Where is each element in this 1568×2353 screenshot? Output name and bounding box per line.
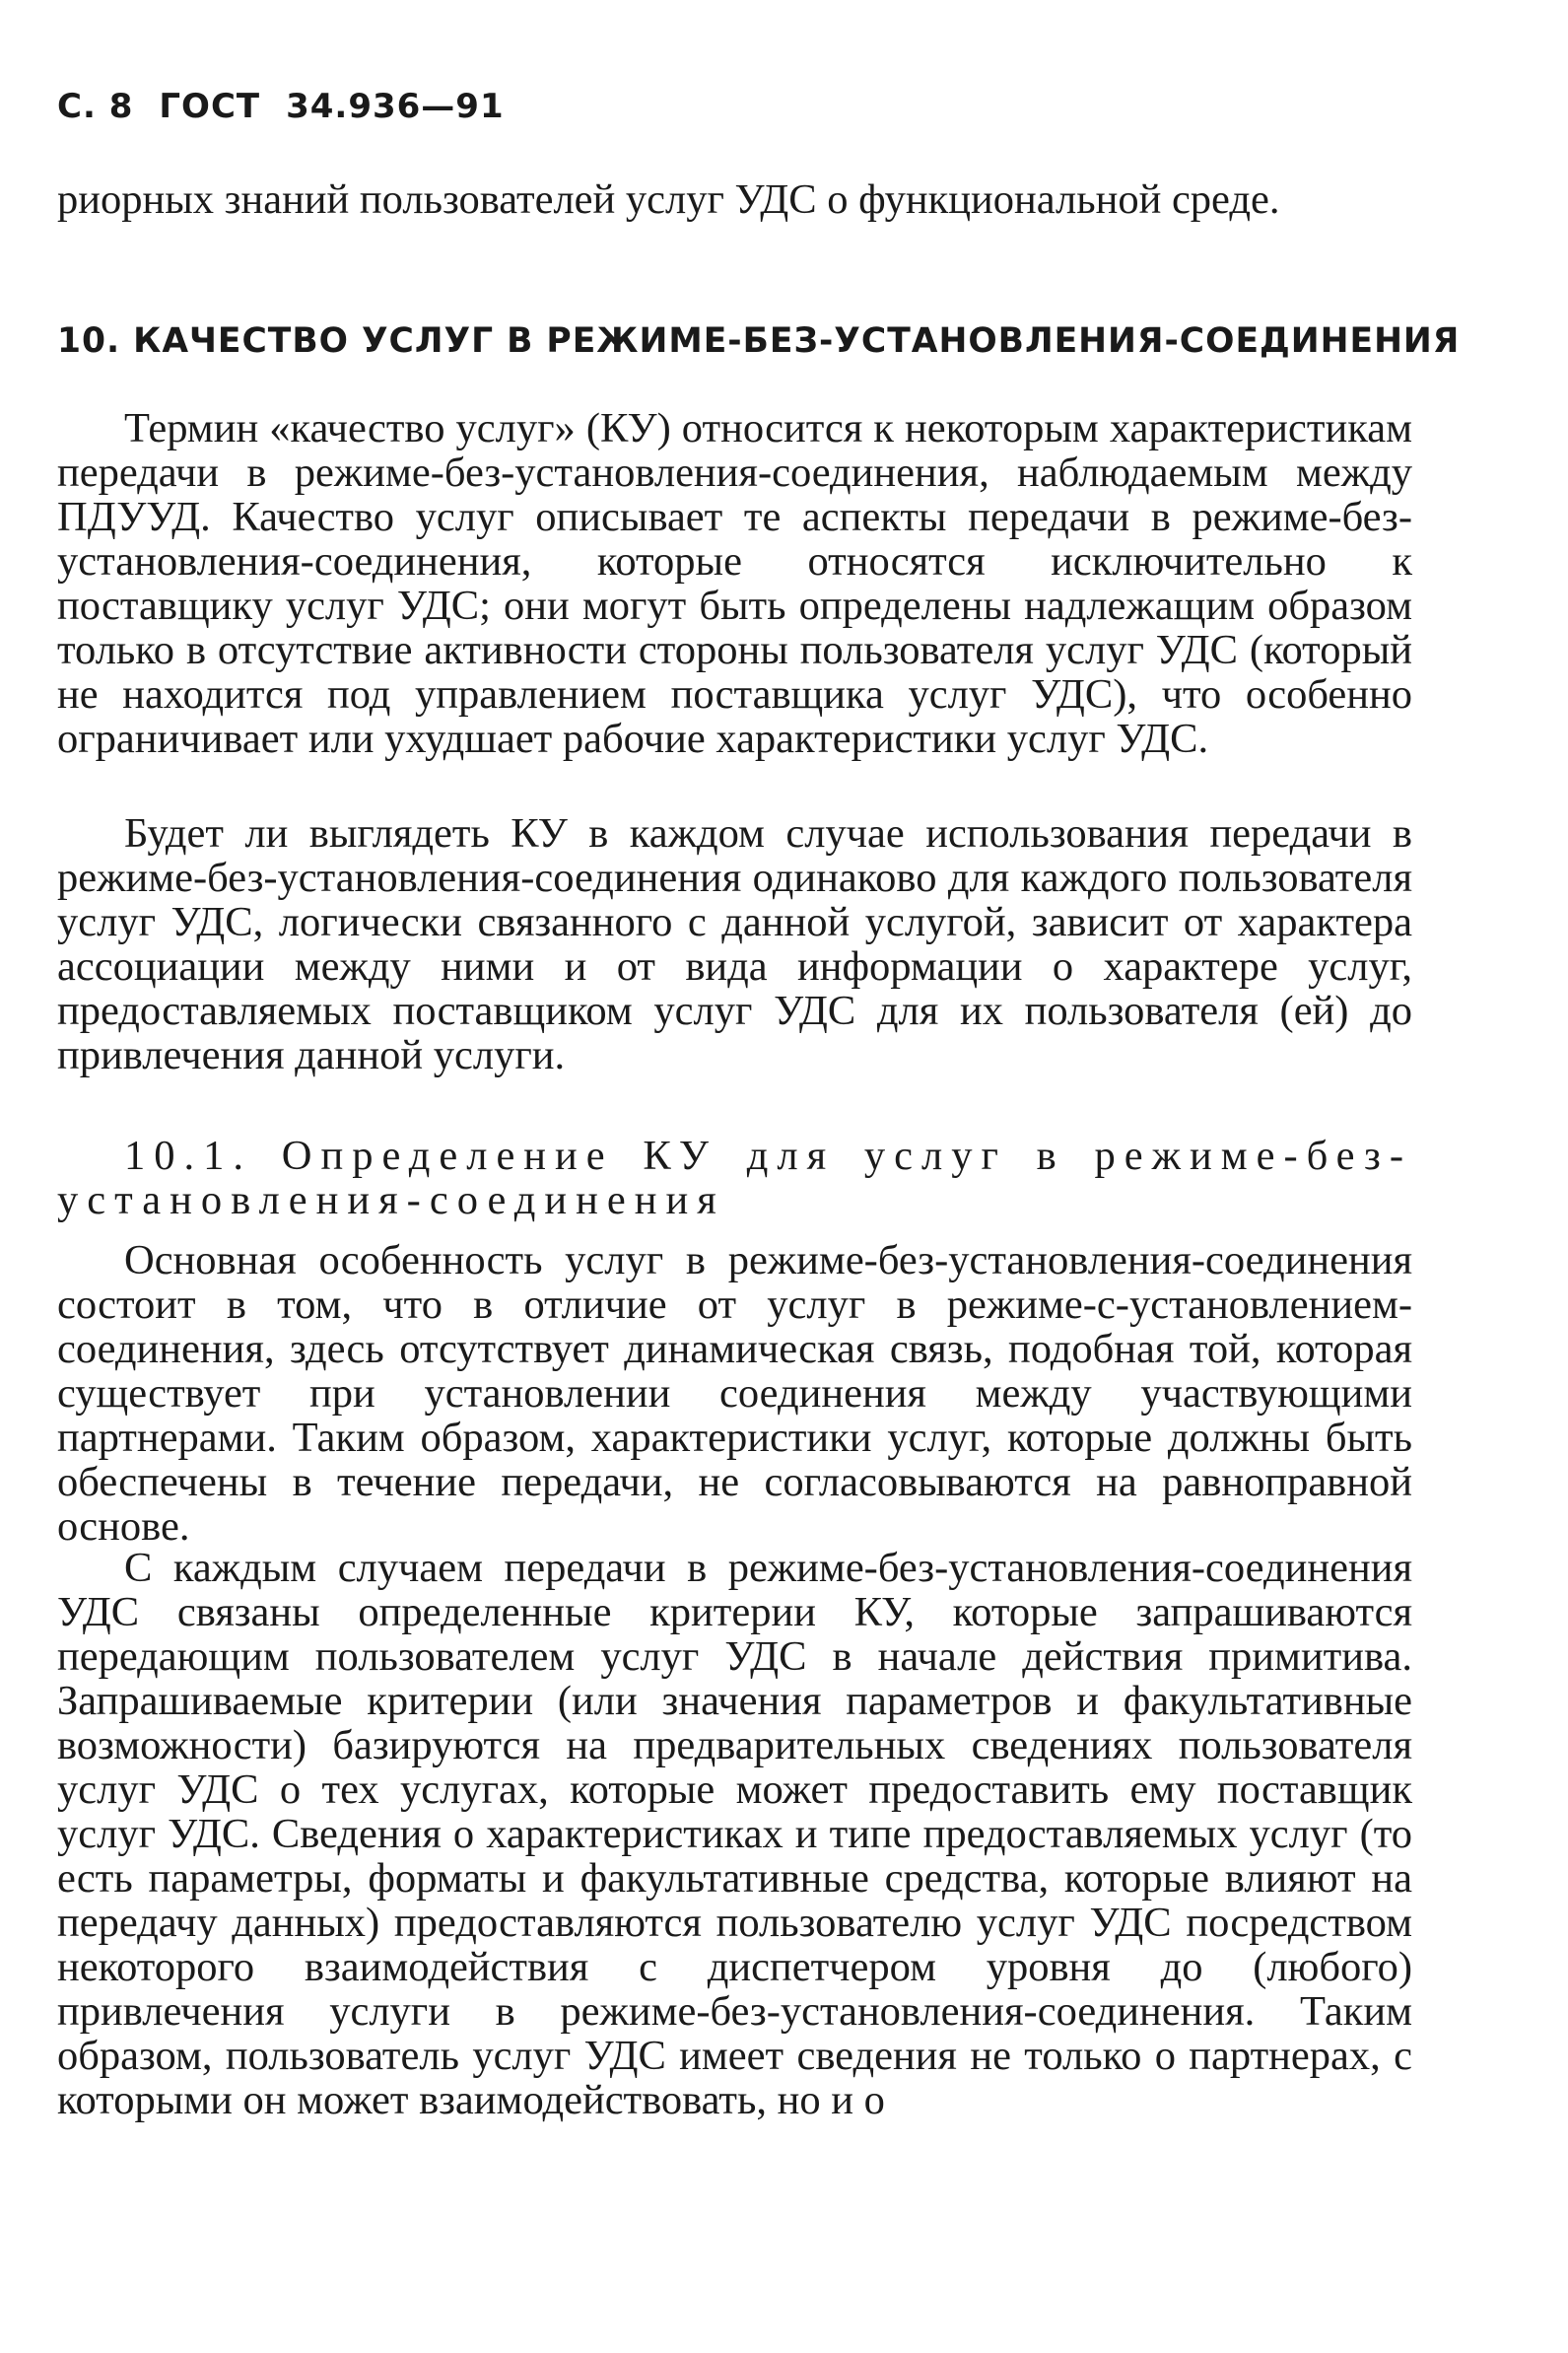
page-number: С. 8 [57,87,134,126]
paragraph-3: Основная особенность услуг в режиме-без-установления-соединения состоит в том, что в отличие от услуг в режиме-с-установлением-соединения, здесь отсутствует динамическая связь, подобная той, которая существует при установлении соединения между участвующими партнерами. Таким образом, характеристики услуг, которые должны быть обеспечены в течение передачи, не согласовываются на равноправной основе. [57,1237,1412,1550]
paragraph-4: С каждым случаем передачи в режиме-без-установления-соединения УДС связаны определенные критерии КУ, которые запрашиваются передающим пользователем услуг УДС в начале действия примитива. Запрашиваемые критерии (или значения параметров и факультативные возможности) базируются на предварительных сведениях пользователя услуг УДС о тех услугах, которые может предоставить ему поставщик услуг УДС. Сведения о характеристиках и типе предоставляемых услуг (то есть параметры, форматы и факультативные средства, которые влияют на передачу данных) предоставляются пользователю услуг УДС посредством некоторого взаимодействия с диспетчером уровня до (любого) привлечения услуги в режиме-без-установления-соединения. Таким образом, пользователь услуг УДС имеет сведения не только о партнерах, с которыми он может взаимодействовать, но и о [57,1545,1412,2123]
page-header [57,87,530,126]
section-heading: 10. КАЧЕСТВО УСЛУГ В РЕЖИМЕ-БЕЗ-УСТАНОВЛЕНИЯ-СОЕДИНЕНИЯ [57,321,1461,361]
standard-number: 34.936—91 [286,87,505,126]
paragraph-2: Будет ли выглядеть КУ в каждом случае использования передачи в режиме-без-установления-соединения одинаково для каждого пользователя услуг УДС, логически связанного с данной услугой, зависит от характера ассоциации между ними и от вида информации о характере услуг, предоставляемых поставщиком услуг УДС для их пользователя (ей) до привлечения данной услуги. [57,810,1412,1078]
standard-label: ГОСТ [159,87,261,126]
subsection-heading: 10.1. Определение КУ для услуг в режиме-без-установления-соединения [57,1133,1412,1223]
paragraph-1: Термин «качество услуг» (КУ) относится к некоторым характеристикам передачи в режиме-без-установления-соединения, наблюдаемым между ПДУУД. Качество услуг описывает те аспекты передачи в режиме-без-установления-соединения, которые относятся исключительно к поставщику услуг УДС; они могут быть определены надлежащим образом только в отсутствие активности стороны пользователя услуг УДС (который не находится под управлением поставщика услуг УДС), что особенно ограничивает или ухудшает рабочие характеристики услуг УДС. [57,405,1412,762]
paragraph-continuation: риорных знаний пользователей услуг УДС о функциональной среде. [57,176,1280,223]
